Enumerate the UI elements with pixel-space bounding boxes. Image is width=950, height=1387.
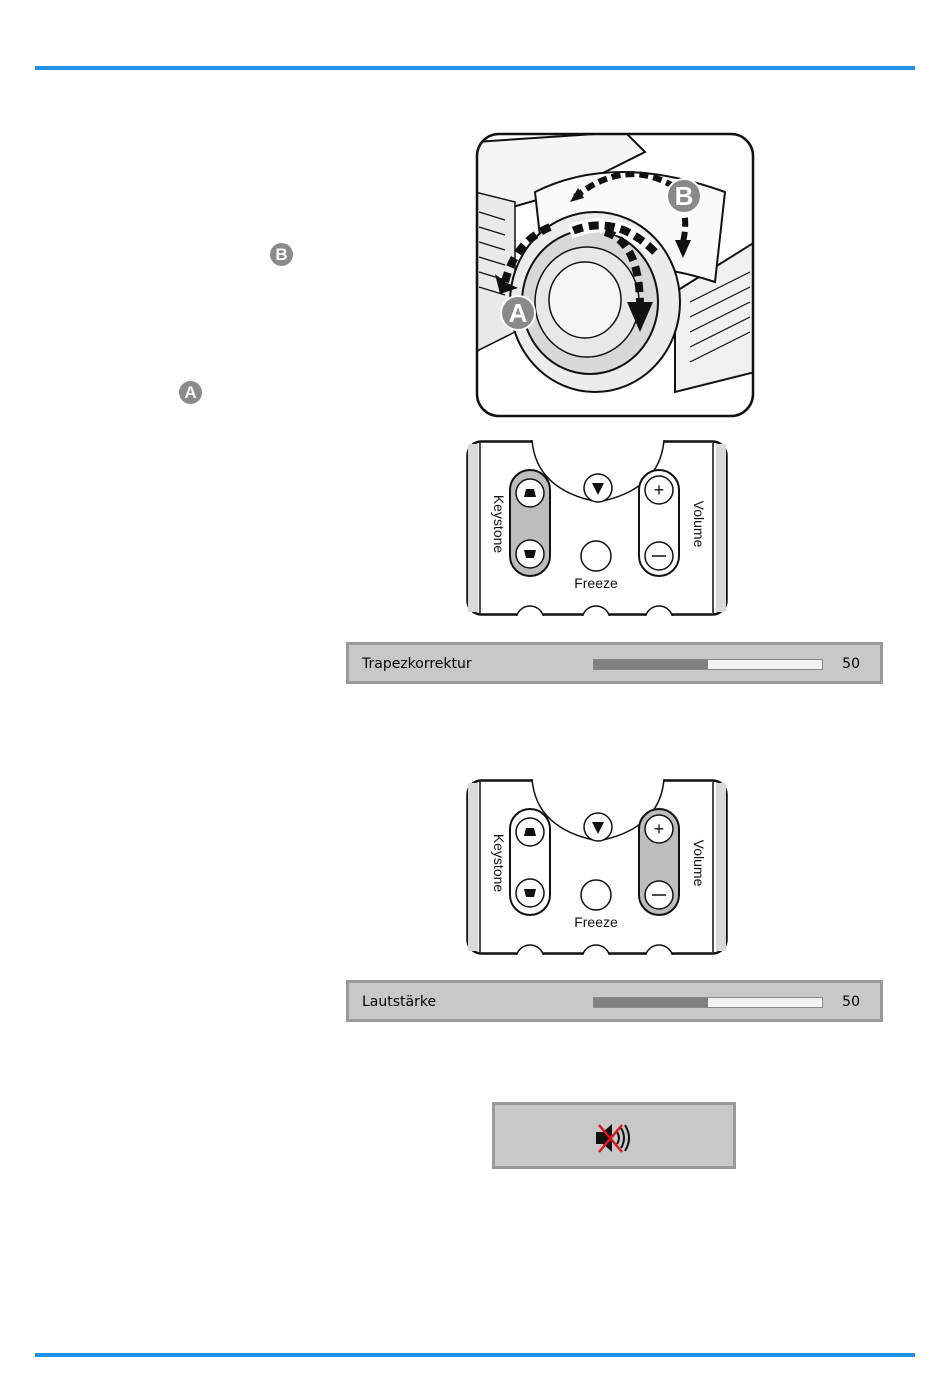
remote-keystone-figure <box>466 440 728 616</box>
projector-lens-figure <box>475 132 755 418</box>
osd-keystone-label: Trapezkorrektur <box>362 656 472 672</box>
osd-keystone-value: 50 <box>842 656 860 672</box>
lens-badge-a: A <box>508 298 528 328</box>
osd-keystone-bar <box>346 642 883 684</box>
osd-volume-bar <box>346 980 883 1022</box>
bottom-rule <box>35 1353 915 1357</box>
remote2-keystone-label: Keystone <box>491 833 507 893</box>
mute-speaker-icon <box>594 1121 636 1155</box>
remote2-volume-label: Volume <box>691 839 707 887</box>
badge-a-icon: A <box>179 381 202 404</box>
svg-text:+: + <box>653 480 665 500</box>
lens-badge-b: B <box>674 181 694 211</box>
remote2-freeze-label: Freeze <box>574 914 618 930</box>
remote1-freeze-label: Freeze <box>574 575 618 591</box>
osd-volume-fill <box>594 998 708 1007</box>
osd-keystone-track <box>593 659 823 670</box>
osd-volume-track <box>593 997 823 1008</box>
osd-mute-box <box>492 1102 736 1169</box>
svg-text:+: + <box>653 819 665 839</box>
osd-volume-value: 50 <box>842 994 860 1010</box>
osd-keystone-fill <box>594 660 708 669</box>
remote1-keystone-label: Keystone <box>491 494 507 554</box>
osd-volume-label: Lautstärke <box>362 994 437 1010</box>
remote-volume-figure <box>466 779 728 955</box>
remote1-volume-label: Volume <box>691 500 707 548</box>
badge-b-icon: B <box>270 243 293 266</box>
top-rule <box>35 66 915 70</box>
